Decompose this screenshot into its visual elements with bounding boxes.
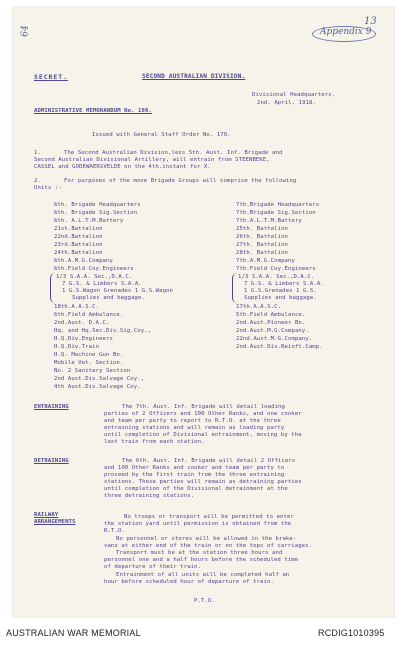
railway-heading: RAILWAY [34,512,59,518]
railway-line: R.T.O. [104,528,125,534]
unit-right: 2nd.Aust.Div.Reinft.Camp. [236,344,323,350]
footer-institution: AUSTRALIAN WAR MEMORIAL [6,628,141,638]
para1-line: CASSEL and GODEWAERSVELDE on the 4th.instant for X. [34,164,211,170]
detraining-line: The 6th. Aust. Inf. Brigade will detail 2 Officers [122,458,296,464]
unit-right: 2nd.Aust.Pioneer Bn. [236,320,306,326]
para1-line: The Second Australian Division,less 5th. Aust. Inf. Brigade and [64,150,283,156]
detraining-line: proceed by the first train from the three entraining [104,472,285,478]
unit-left: 4th Aust.Div.Salvage Coy. [54,384,141,390]
unit-left: 6th. Brigade Headquarters [54,202,141,208]
detraining-line: three detraining stations. [104,493,195,499]
para2-number: 2. [34,178,41,184]
unit-right: 7th.A.L.T.M.Battery [236,218,302,224]
unit-left: 1/3 S.A.A. Sec.,D.A.C. [56,274,133,280]
unit-right: 1 G.S.Grenades 1 G.S. [244,288,317,294]
unit-left: 1 G.S.Wagon Grenades 1 G.S.Wagon [62,288,173,294]
entraining-line: entraining stations and will remain as loading party [104,425,285,431]
handwritten-folio-number: 13 [364,16,377,27]
railway-line: No personnel or stores will be allowed in the brake- [116,536,297,542]
para1-number: 1. [34,150,41,156]
unit-left: 6th.Field Coy.Engineers [54,266,134,272]
memorandum-title: ADMINISTRATIVE MEMORANDUM No. 198. [34,108,152,114]
unit-left: 7 G.S. & Limbers S.A.A. [62,281,142,287]
arrangements-heading: ARRANGEMENTS [34,519,76,525]
detraining-line: until completion of the Divisional detrainment at the [104,486,288,492]
unit-right: 26th. Battalion [236,234,289,240]
unit-right: Supplies and baggage. [244,295,317,301]
unit-left: 23rd.Battalion [54,242,103,248]
division-title: SECOND AUSTRALIAN DIVISION. [142,73,246,80]
document-page [12,6,395,618]
handwritten-page-number: 64 [20,25,31,37]
entraining-line: until completion of Divisional entrainment, moving by the [104,432,302,438]
railway-line: of departure of their train. [104,564,202,570]
divisional-headquarters: Divisional Headquarters, [252,92,336,98]
para2-line: For purposes of the move Brigade Groups will comprise the following [64,178,297,184]
entraining-heading: ENTRAINING [34,404,69,410]
unit-right: 7th.Brigade Sig.Section [236,210,316,216]
unit-right: 28th. Battalion [236,250,289,256]
issued-with-line: Issued with General Staff Order No. 170. [92,132,231,138]
unit-left: 2nd Aust.Div.Salvage Coy., [54,376,145,382]
unit-left: 18th.A.A.S.C. [54,304,100,310]
unit-right: 17th.A.A.S.C. [236,304,282,310]
unit-right: 22nd.Aust.M.G.Company. [236,336,313,342]
unit-left: Supplies and baggage. [72,295,145,301]
unit-right: 7th.Field Coy.Engineers [236,266,316,272]
unit-right: 7 G.S. & Limbers S.A.A. [244,281,324,287]
detraining-line: stations. These parties will remain as detraining parties [104,479,302,485]
unit-left: 6th.A.M.G.Company [54,258,113,264]
railway-line: No troops or transport will be permitted to enter [124,514,294,520]
unit-right: 7th.Brigade Headquarters [236,202,320,208]
railway-line: Transport must be at the station three hours and [116,550,283,556]
railway-line: Entrainment of all units will be completed half an [116,572,290,578]
unit-left: 6th.Field Ambulance. [54,312,124,318]
unit-right: 25th. Battalion [236,226,289,232]
unit-left: 6th. Brigade Sig.Section [54,210,138,216]
unit-left: Hq. and Hq.Sec.Div.Sig.Coy., [54,328,152,334]
secret-label: SECRET. [34,73,68,81]
pto-mark: P.T.O. [194,598,215,604]
unit-left: 21st.Battalion [54,226,103,232]
detraining-line: and 100 Other Ranks and cooker and team per party to [104,465,285,471]
unit-right: 2nd.Aust.M.G.Company. [236,328,309,334]
unit-right: 5th.Field Ambulance. [236,312,306,318]
unit-left: H.Q. Machine Gun Bn. [54,352,124,358]
para1-line: Second Australian Divisional Artillery, will entrain from STEENBEKE, [34,157,270,163]
para2-line: Units :- [34,185,62,191]
entraining-line: last train from each station. [104,439,205,445]
memo-date: 2nd. April, 1918. [257,100,316,106]
unit-left: 24th.Battalion [54,250,103,256]
right-brace [232,273,237,303]
unit-left: 6th. A.L.T.M.Battery [54,218,124,224]
railway-line: personnel one and a half hours before the scheduled time [104,557,299,563]
unit-left: H.Q.Div.Train [54,344,100,350]
railway-line: hour before scheduled hour of departure of train. [104,579,274,585]
railway-line: vans at either end of the train or on the tops of carriages. [104,543,313,549]
entraining-line: and team per party to report to R.T.O. at the three [104,418,281,424]
detraining-heading: DETRAINING [34,458,69,464]
unit-left: Mobile Vet. Section. [54,360,124,366]
unit-left: H.Q.Div.Engineers [54,336,113,342]
unit-right: 27th. Battalion [236,242,289,248]
unit-right: 1/3 S.A.A. Sec.,D.A.C. [238,274,315,280]
entraining-line: parties of 2 Officers and 100 Other Ranks, and one cooker [104,411,302,417]
unit-right: 7th.A.M.G.Company [236,258,295,264]
unit-left: No. 2 Sanitary Section [54,368,131,374]
unit-left: 2nd.Aust. D.A.C. [54,320,110,326]
left-brace [50,273,55,303]
entraining-line: The 7th. Aust. Inf. Brigade will detail loading [122,404,285,410]
footer-reference-code: RCDIG1010395 [318,628,385,638]
handwritten-appendix-label: Appendix 9 [320,27,372,37]
railway-line: the station yard until permission is obtained from the [104,521,292,527]
unit-left: 22nd.Battalion [54,234,103,240]
